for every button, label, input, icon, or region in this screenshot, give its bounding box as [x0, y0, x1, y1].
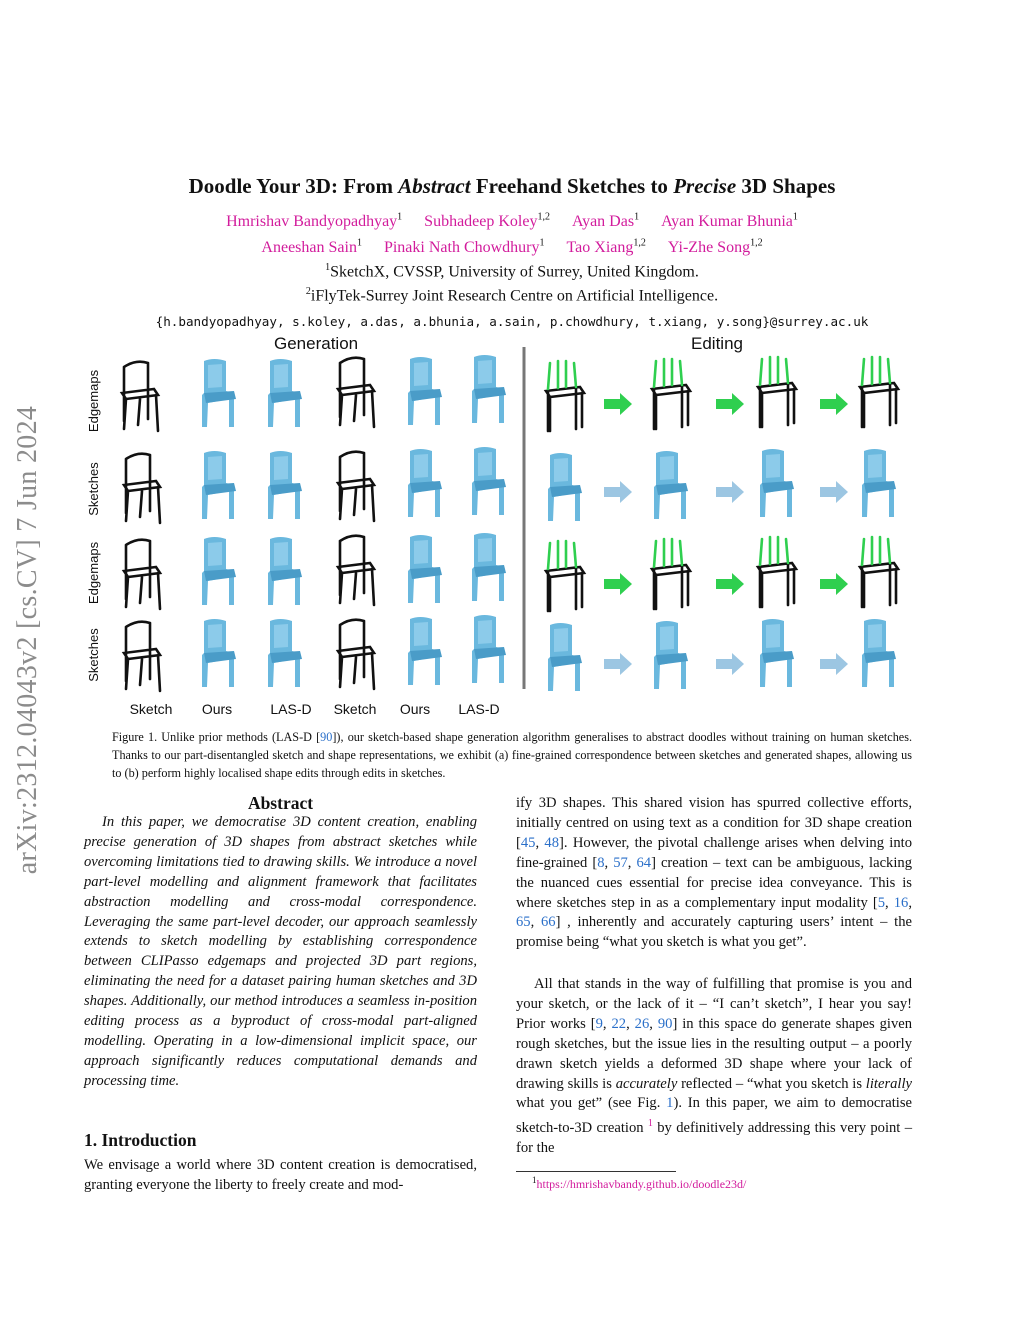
citation-link[interactable]: 48 [544, 834, 560, 851]
col-label: LAS-D [270, 701, 312, 717]
col-label: Sketch [333, 701, 377, 717]
citation-link[interactable]: 16 [893, 894, 909, 911]
author[interactable]: Subhadeep Koley$^{1,2}$ [424, 212, 550, 231]
row-label: Edgemaps [86, 369, 101, 433]
col-label: Ours [399, 701, 431, 717]
generation-label: Generation [274, 334, 359, 353]
footnote: $^1$https://hmrishavbandy.github.io/doodle23d/ [532, 1175, 747, 1191]
generation-grid [122, 355, 506, 691]
affiliation-2: $^2$iFlyTek-Surrey Joint Research Centre on Artificial Intelligence. [305, 286, 719, 305]
arxiv-stamp: arXiv:2312.04043v2 [cs.CV] 7 Jun 2024 [12, 405, 43, 875]
citation-link[interactable]: 9 [595, 1015, 603, 1032]
abstract-heading: Abstract [247, 793, 314, 813]
citation-link[interactable]: 66 [540, 914, 556, 931]
row-label: Edgemaps [86, 541, 101, 605]
author[interactable]: Ayan Das$^1$ [571, 212, 640, 231]
row-label: Sketches [86, 628, 101, 682]
col-label: Sketch [129, 701, 173, 717]
figure-1 [84, 333, 940, 723]
intro-paragraph-left: We envisage a world where 3D content creation is democratised, granting everyone the liberty to freely create and mod- [84, 1157, 477, 1193]
footnote-marker[interactable]: 1 [647, 1118, 653, 1130]
col-label: Ours [201, 701, 233, 717]
citation-link[interactable]: 65 [516, 914, 531, 931]
citation-link[interactable]: 90 [320, 730, 333, 744]
author[interactable]: Ayan Kumar Bhunia$^1$ [661, 212, 798, 231]
author[interactable]: Aneeshan Sain$^1$ [261, 238, 362, 257]
citation-link[interactable]: 22 [611, 1015, 627, 1032]
citation-link[interactable]: 45 [520, 834, 536, 851]
author[interactable]: Hmrishav Bandyopadhyay$^1$ [226, 212, 403, 231]
citation-link[interactable]: 90 [657, 1015, 673, 1032]
author-row-2 [0, 238, 1024, 257]
intro-paragraph-right-1: ify 3D shapes. This shared vision has spurred collective efforts, initially centred on using text as a condition for 3D shape creation [45, 48]. However, the pivotal challenge arises when delving into fine-grained [8, 57, 64] creation – text can be ambiguous, lacking the nuanced cues essential for precise idea conveyance. This is where sketches step in as a complementary input modality [5, 16, 65, 66] , inherently and accurately capturing users’ intent – the promise being “what you sketch is what you get”. [516, 795, 913, 951]
paper-title: Doodle Your 3D: From Abstract Freehand Sketches to Precise 3D Shapes [188, 174, 836, 198]
col-label: LAS-D [458, 701, 500, 717]
footnote-divider [516, 1171, 676, 1172]
editing-label: Editing [691, 334, 743, 353]
author[interactable]: Tao Xiang$^{1,2}$ [566, 238, 646, 257]
figure-illustration [84, 333, 940, 723]
footnote-link[interactable]: https://hmrishavbandy.github.io/doodle23d/ [536, 1177, 747, 1191]
intro-paragraph-right-2: All that stands in the way of fulfilling that promise is you and your sketch, or the lack of it – “I can’t sketch”, I hear you say! Prior works [9, 22, 26, 90] in this space do generate shapes given rough sketches, but the issue lies in the resulting output – a poorly drawn sketch yields a deformed 3D shape where your lack of drawing skills is accurately reflected – “what you sketch is literally what you get” (see Fig. 1). In this paper, we aim to democratise sketch-to-3D creation $^1$ by definitively addressing this very point – for the [516, 976, 913, 1157]
author[interactable]: Yi-Zhe Song$^{1,2}$ [667, 238, 763, 257]
author-row-1 [0, 212, 1024, 231]
citation-link[interactable]: 8 [597, 854, 605, 871]
figure-caption: Figure 1. Unlike prior methods (LAS-D [90]), our sketch-based shape generation algorithm generalises to abstract doodles without training on human sketches. Thanks to our part-disentangled sketch and shape representations, we exhibit (a) fine-grained correspondence between sketches and generated shapes, allowing us to (b) perform highly localised shape edits through edits in sketches. [112, 730, 912, 780]
row-label: Sketches [86, 462, 101, 516]
citation-link[interactable]: 26 [634, 1015, 650, 1032]
figure-link[interactable]: 1 [666, 1095, 674, 1112]
citation-link[interactable]: 5 [877, 894, 886, 911]
abstract-body: In this paper, we democratise 3D content creation, enabling precise generation of 3D shapes from abstract sketches while overcoming limitations tied to drawing skills. We introduce a novel part-level modelling and alignment framework that facilitates abstraction modelling and cross-modal correspondence. Leveraging the same part-level decoder, our approach seamlessly extends to sketch modelling by establishing correspondence between CLIPasso edgemaps and projected 3D part regions, eliminating the need for a dataset pairing human sketches and 3D shapes. Additionally, our method introduces a seamless in-position editing process as a byproduct of cross-modal part-aligned modelling. Operating in a low-dimensional implicit space, our approach significantly reduces computational demands and processing time. [84, 814, 477, 1089]
section-heading: 1. Introduction [84, 1130, 197, 1150]
editing-grid [546, 357, 898, 691]
author[interactable]: Pinaki Nath Chowdhury$^1$ [383, 238, 545, 257]
author-emails: {h.bandyopadhyay, s.koley, a.das, a.bhunia, a.sain, p.chowdhury, t.xiang, y.song}@surrey.ac.uk [155, 314, 869, 329]
affiliation-1: $^1$SketchX, CVSSP, University of Surrey, United Kingdom. [325, 262, 699, 281]
citation-link[interactable]: 64 [636, 854, 652, 871]
citation-link[interactable]: 57 [613, 854, 628, 871]
